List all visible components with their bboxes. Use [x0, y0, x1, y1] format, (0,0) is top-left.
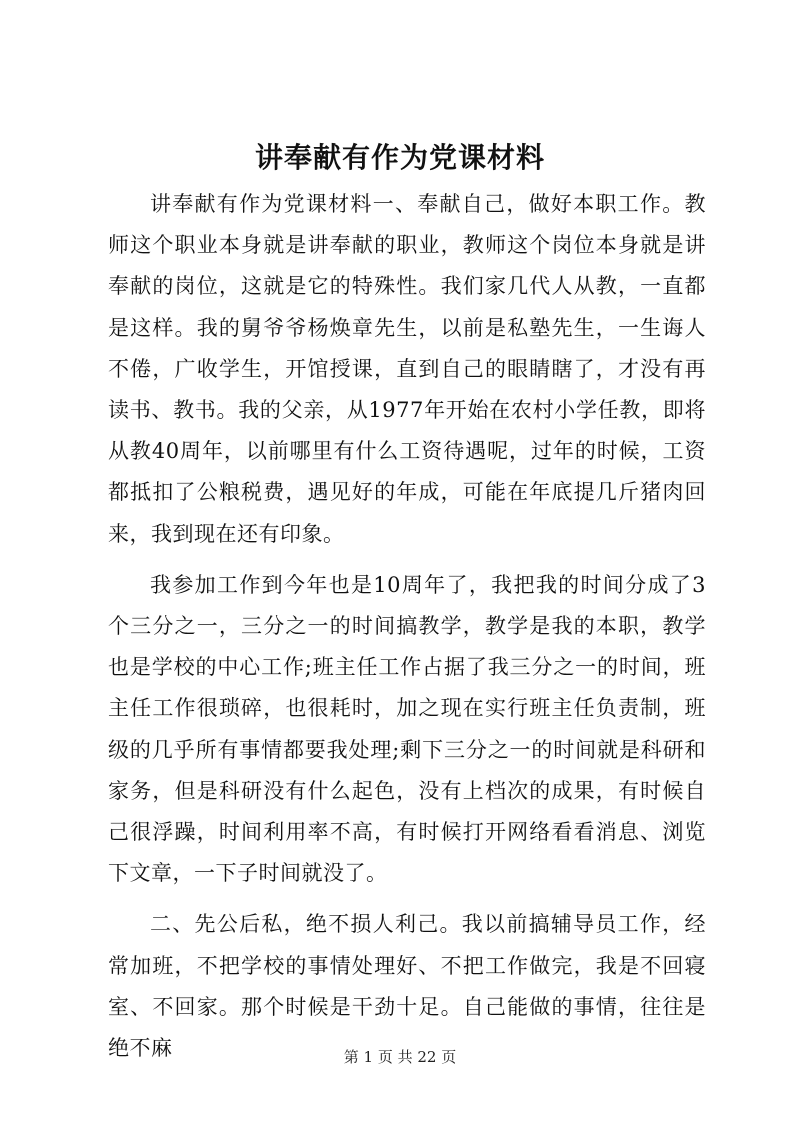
paragraph-3: 二、先公后私，绝不损人利己。我以前搞辅导员工作，经常加班，不把学校的事情处理好、不把工作做完，我是不回寝室、不回家。那个时候是干劲十足。自己能做的事情，往往是绝不麻: [108, 912, 706, 1061]
paragraph-1: 讲奉献有作为党课材料一、奉献自己，做好本职工作。教师这个职业本身就是讲奉献的职业，教师这个岗位本身就是讲奉献的岗位，这就是它的特殊性。我们家几代人从教，一直都是这样。我的舅爷爷杨焕章先生，以前是私塾先生，一生诲人不倦，广收学生，开馆授课，直到自己的眼睛瞎了，才没有再读书、教书。我的父亲，从1977年开始在农村小学任教，即将从教40周年，以前哪里有什么工资待遇呢，过年的时候，工资都抵扣了公粮税费，遇见好的年成，可能在年底提几斤猪肉回来，我到现在还有印象。: [108, 192, 706, 546]
page-number-footer: 第 1 页 共 22 页: [343, 1048, 457, 1066]
document-title: 讲奉献有作为党课材料: [254, 141, 545, 174]
document-body: [108, 184, 706, 1079]
paragraph-2: 我参加工作到今年也是10周年了，我把我的时间分成了3个三分之一，三分之一的时间搞教学，教学是我的本职，教学也是学校的中心工作;班主任工作占据了我三分之一的时间，班主任工作很琐碎，也很耗时，加之现在实行班主任负责制，班级的几乎所有事情都要我处理;剩下三分之一的时间就是科研和家务，但是科研没有什么起色，没有上档次的成果，有时候自己很浮躁，时间利用率不高，有时候打开网络看看消息、浏览下文章，一下子时间就没了。: [108, 572, 706, 886]
